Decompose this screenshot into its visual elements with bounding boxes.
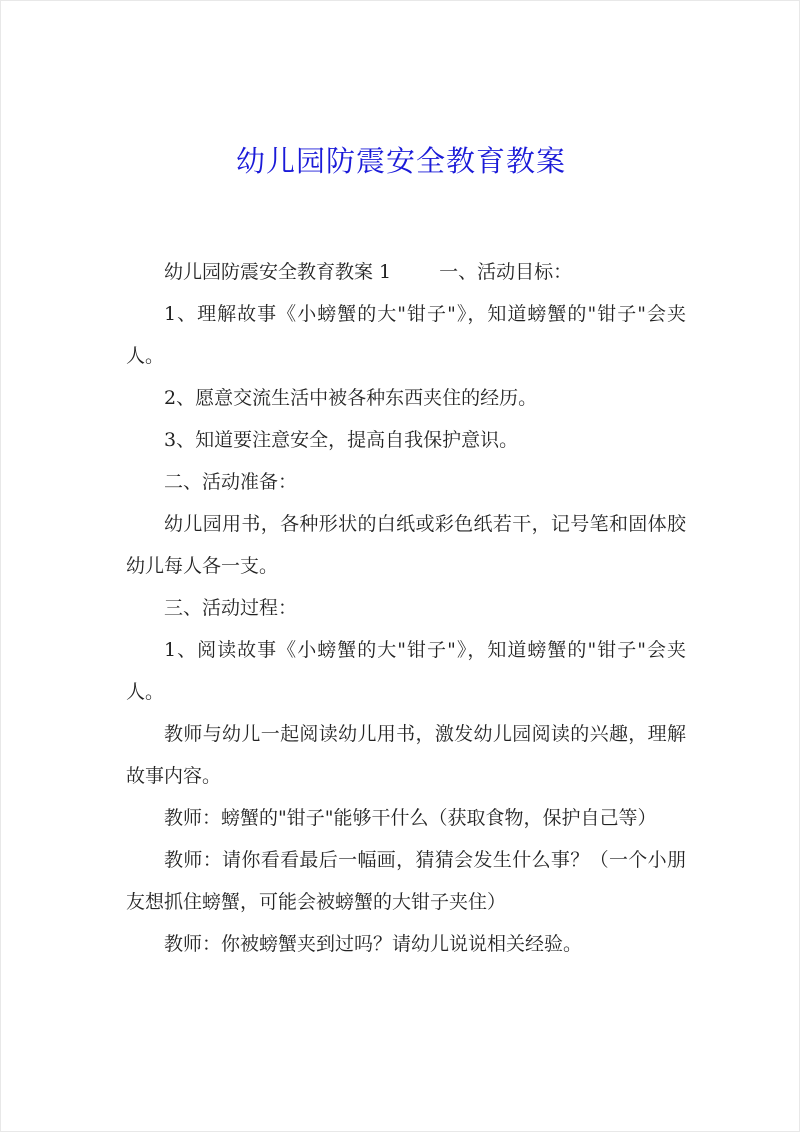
paragraph-goal-3: 3、知道要注意安全，提高自我保护意识。 [164,429,519,451]
paragraph-goal-1: 1、理解故事《小螃蟹的大"钳子"》，知道螃蟹的"钳子"会夹人。 [126,303,686,367]
intro-paragraph [126,251,686,293]
paragraph-materials: 幼儿园用书，各种形状的白纸或彩色纸若干，记号笔和固体胶幼儿每人各一支。 [126,513,686,577]
section-three-heading: 三、活动过程： [164,597,298,619]
document-title: 幼儿园防震安全教育教案 [235,144,566,178]
intro-heading: 幼儿园防震安全教育教案 1 [164,261,392,283]
document-body [126,251,686,965]
section-two-heading: 二、活动准备： [164,471,298,493]
paragraph-teacher-question-3: 教师：你被螃蟹夹到过吗？请幼儿说说相关经验。 [164,933,583,955]
paragraph-teacher-reading: 教师与幼儿一起阅读幼儿用书，激发幼儿园阅读的兴趣，理解故事内容。 [126,723,686,787]
paragraph-teacher-question-2: 教师：请你看看最后一幅画，猜猜会发生什么事？（一个小朋友想抓住螃蟹，可能会被螃蟹的大钳子夹住） [126,849,686,913]
section-one-heading: 一、活动目标： [439,261,573,283]
paragraph-process-1: 1、阅读故事《小螃蟹的大"钳子"》，知道螃蟹的"钳子"会夹人。 [126,639,686,703]
paragraph-goal-2: 2、愿意交流生活中被各种东西夹住的经历。 [164,387,538,409]
paragraph-teacher-question-1: 教师：螃蟹的"钳子"能够干什么（获取食物，保护自己等） [164,807,657,829]
